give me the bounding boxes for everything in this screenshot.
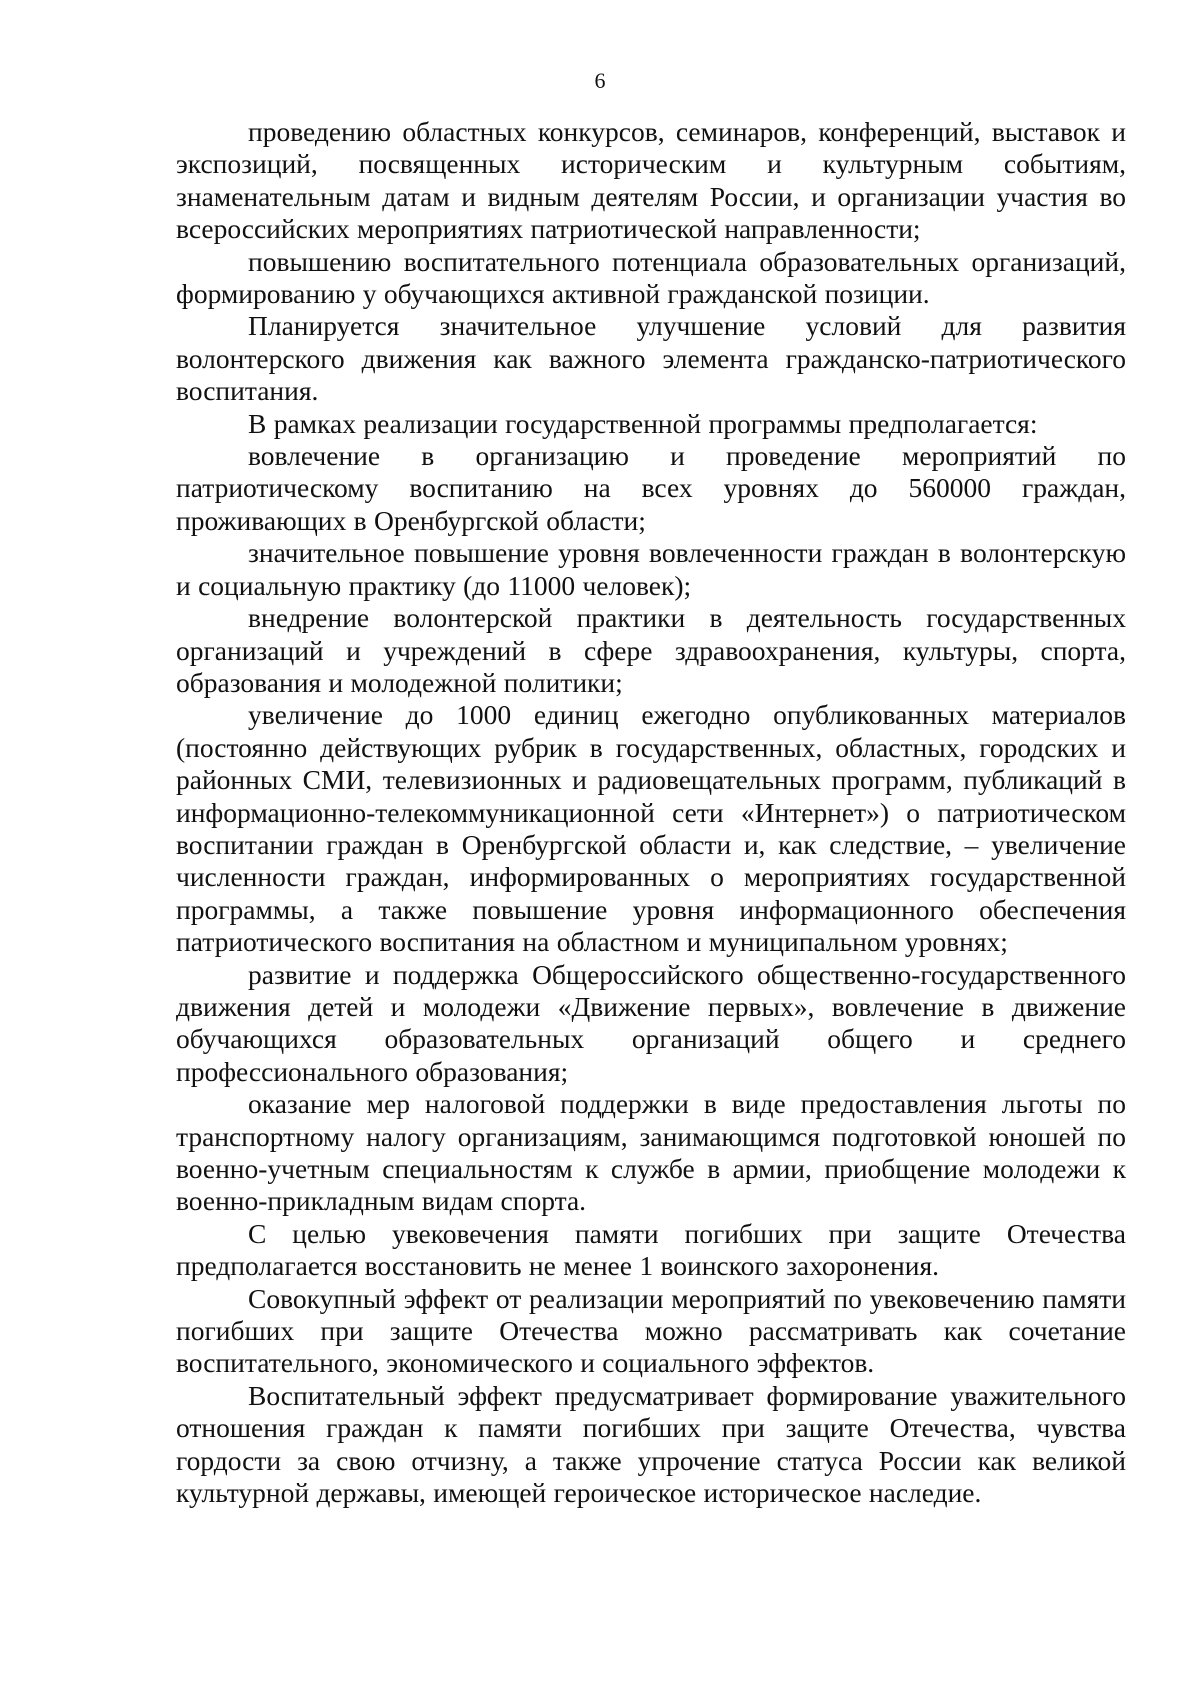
page-number: 6: [594, 68, 606, 93]
paragraph-publications: увеличение до 1000 единиц ежегодно опубликованных материалов (постоянно действующих рубрик в государственных, областных, городских и районных СМИ, телевизионных и радиовещательных программ, публикаций в информационно-телекоммуникационной сети «Интернет») о патриотическом воспитании граждан в Оренбургской области и, как следствие, – увеличение численности граждан, информированных о мероприятиях государственной программы, а также повышение уровня информационного обеспечения патриотического воспитания на областном и муниципальном уровнях;: [176, 699, 1126, 958]
paragraph-volunteer-engagement: значительное повышение уровня вовлеченности граждан в волонтерскую и социальную практику (до 11000 человек);: [176, 537, 1126, 601]
paragraph-volunteer-plan: Планируется значительное улучшение условий для развития волонтерского движения как важного элемента гражданско-патриотического воспитания.: [176, 310, 1126, 407]
paragraph-memorial-restoration: С целью увековечения памяти погибших при защите Отечества предполагается восстановить не менее 1 воинского захоронения.: [176, 1217, 1126, 1282]
paragraph-events: проведению областных конкурсов, семинаров, конференций, выставок и экспозиций, посвященных историческим и культурным событиям, знаменательным датам и видным деятелям России, и организации участия во всероссийских мероприятиях патриотической направленности;: [176, 116, 1126, 245]
document-body: [176, 116, 1126, 1509]
paragraph-educational-potential: повышению воспитательного потенциала образовательных организаций, формированию у обучающихся активной гражданской позиции.: [176, 245, 1126, 310]
paragraph-combined-effect: Совокупный эффект от реализации мероприятий по увековечению памяти погибших при защите Отечества можно рассматривать как сочетание воспитательного, экономического и социального эффектов.: [176, 1282, 1126, 1379]
paragraph-involvement: вовлечение в организацию и проведение мероприятий по патриотическому воспитанию на всех уровнях до 560000 граждан, проживающих в Оренбургской области;: [176, 440, 1126, 536]
paragraph-movement-first: развитие и поддержка Общероссийского общественно-государственного движения детей и молодежи «Движение первых», вовлечение в движение обучающихся образовательных организаций общего и среднего профессионального образования;: [176, 958, 1126, 1087]
paragraph-volunteer-practice: внедрение волонтерской практики в деятельность государственных организаций и учреждений в сфере здравоохранения, культуры, спорта, образования и молодежной политики;: [176, 602, 1126, 698]
paragraph-tax-support: оказание мер налоговой поддержки в виде предоставления льготы по транспортному налогу организациям, занимающимся подготовкой юношей по военно-учетным специальностям к службе в армии, приобщение молодежи к военно-прикладным видам спорта.: [176, 1088, 1126, 1217]
paragraph-educational-effect: Воспитательный эффект предусматривает формирование уважительного отношения граждан к памяти погибших при защите Отечества, чувства гордости за свою отчизну, а также упрочение статуса России как великой культурной державы, имеющей героическое историческое наследие.: [176, 1379, 1126, 1509]
paragraph-program-intro: В рамках реализации государственной программы предполагается:: [248, 407, 1038, 439]
